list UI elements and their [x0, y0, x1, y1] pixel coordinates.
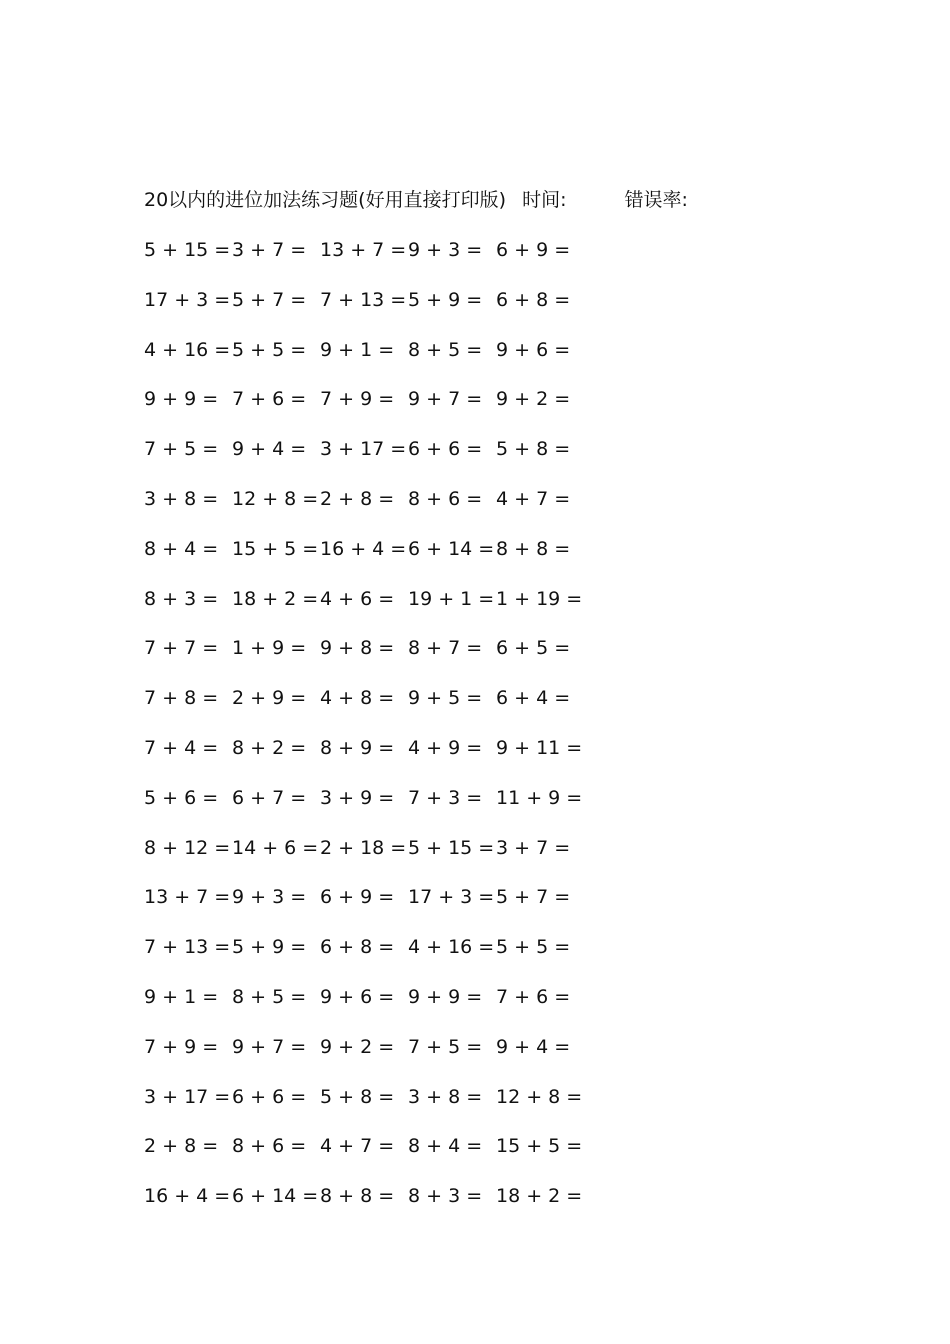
problem-row — [0, 982, 950, 1012]
problem-cell: 19 + 1 = — [408, 588, 495, 610]
problem-cell: 9 + 5 = — [408, 687, 483, 709]
problem-cell: 9 + 7 = — [408, 388, 483, 410]
problem-cell: 17 + 3 = — [408, 886, 495, 908]
problem-cell: 3 + 17 = — [320, 438, 407, 460]
problem-cell: 7 + 3 = — [408, 787, 483, 809]
problem-row — [0, 484, 950, 514]
problem-cell: 8 + 2 = — [232, 737, 307, 759]
error-rate-label: 错误率: — [624, 189, 688, 211]
problem-cell: 6 + 8 = — [320, 936, 395, 958]
problem-cell: 3 + 8 = — [144, 488, 219, 510]
problem-cell: 8 + 3 = — [408, 1185, 483, 1207]
problem-cell: 6 + 4 = — [496, 687, 571, 709]
problem-cell: 18 + 2 = — [232, 588, 319, 610]
problem-row — [0, 1131, 950, 1161]
problem-cell: 7 + 7 = — [144, 637, 219, 659]
problem-row — [0, 833, 950, 863]
problem-cell: 7 + 6 = — [232, 388, 307, 410]
problem-cell: 8 + 5 = — [408, 339, 483, 361]
problem-row — [0, 434, 950, 464]
problem-cell: 16 + 4 = — [320, 538, 407, 560]
problem-cell: 11 + 9 = — [496, 787, 583, 809]
problem-cell: 13 + 7 = — [144, 886, 231, 908]
problem-cell: 8 + 6 = — [232, 1135, 307, 1157]
problem-cell: 12 + 8 = — [496, 1086, 583, 1108]
problem-cell: 5 + 9 = — [232, 936, 307, 958]
problem-cell: 4 + 8 = — [320, 687, 395, 709]
problem-cell: 4 + 7 = — [496, 488, 571, 510]
problem-cell: 12 + 8 = — [232, 488, 319, 510]
problem-cell: 6 + 14 = — [232, 1185, 319, 1207]
problem-cell: 5 + 7 = — [232, 289, 307, 311]
problem-row — [0, 633, 950, 663]
problem-cell: 9 + 4 = — [232, 438, 307, 460]
problem-cell: 8 + 4 = — [408, 1135, 483, 1157]
problem-cell: 7 + 9 = — [144, 1036, 219, 1058]
problem-cell: 7 + 13 = — [320, 289, 407, 311]
problem-cell: 5 + 8 = — [496, 438, 571, 460]
problem-cell: 6 + 6 = — [408, 438, 483, 460]
problem-cell: 3 + 8 = — [408, 1086, 483, 1108]
time-label: 时间: — [522, 189, 567, 211]
problem-cell: 9 + 3 = — [408, 239, 483, 261]
problem-row — [0, 584, 950, 614]
problem-row — [0, 285, 950, 315]
problem-cell: 6 + 6 = — [232, 1086, 307, 1108]
problem-cell: 6 + 5 = — [496, 637, 571, 659]
problem-cell: 8 + 4 = — [144, 538, 219, 560]
problem-cell: 6 + 14 = — [408, 538, 495, 560]
problem-cell: 13 + 7 = — [320, 239, 407, 261]
problem-cell: 9 + 11 = — [496, 737, 583, 759]
problem-cell: 5 + 5 = — [232, 339, 307, 361]
problem-row — [0, 534, 950, 564]
problem-cell: 6 + 8 = — [496, 289, 571, 311]
problem-cell: 6 + 7 = — [232, 787, 307, 809]
problem-cell: 9 + 6 = — [496, 339, 571, 361]
problem-cell: 5 + 7 = — [496, 886, 571, 908]
problem-cell: 4 + 7 = — [320, 1135, 395, 1157]
problem-cell: 9 + 6 = — [320, 986, 395, 1008]
problem-cell: 6 + 9 = — [320, 886, 395, 908]
problem-cell: 9 + 9 = — [144, 388, 219, 410]
problem-cell: 9 + 9 = — [408, 986, 483, 1008]
problem-cell: 8 + 3 = — [144, 588, 219, 610]
problem-cell: 7 + 5 = — [408, 1036, 483, 1058]
problem-cell: 4 + 16 = — [144, 339, 231, 361]
problem-cell: 2 + 18 = — [320, 837, 407, 859]
problem-cell: 8 + 5 = — [232, 986, 307, 1008]
problem-cell: 2 + 9 = — [232, 687, 307, 709]
problem-cell: 1 + 19 = — [496, 588, 583, 610]
problem-cell: 3 + 9 = — [320, 787, 395, 809]
problem-cell: 2 + 8 = — [320, 488, 395, 510]
problem-cell: 7 + 5 = — [144, 438, 219, 460]
problem-cell: 18 + 2 = — [496, 1185, 583, 1207]
problem-cell: 5 + 15 = — [144, 239, 231, 261]
problem-row — [0, 783, 950, 813]
problem-cell: 8 + 12 = — [144, 837, 231, 859]
problem-cell: 14 + 6 = — [232, 837, 319, 859]
problem-cell: 1 + 9 = — [232, 637, 307, 659]
problem-cell: 9 + 2 = — [496, 388, 571, 410]
problem-row — [0, 882, 950, 912]
problem-cell: 9 + 3 = — [232, 886, 307, 908]
problem-cell: 2 + 8 = — [144, 1135, 219, 1157]
problem-cell: 17 + 3 = — [144, 289, 231, 311]
problem-cell: 4 + 6 = — [320, 588, 395, 610]
problem-cell: 9 + 4 = — [496, 1036, 571, 1058]
problem-cell: 9 + 1 = — [320, 339, 395, 361]
problem-cell: 15 + 5 = — [232, 538, 319, 560]
problem-row — [0, 1082, 950, 1112]
problem-row — [0, 335, 950, 365]
problem-cell: 7 + 13 = — [144, 936, 231, 958]
problem-cell: 4 + 16 = — [408, 936, 495, 958]
problem-cell: 9 + 1 = — [144, 986, 219, 1008]
problem-row — [0, 932, 950, 962]
problem-cell: 15 + 5 = — [496, 1135, 583, 1157]
problem-row — [0, 683, 950, 713]
problem-cell: 5 + 9 = — [408, 289, 483, 311]
problem-cell: 8 + 9 = — [320, 737, 395, 759]
problem-row — [0, 1181, 950, 1211]
problem-cell: 3 + 17 = — [144, 1086, 231, 1108]
problem-cell: 9 + 8 = — [320, 637, 395, 659]
problem-row — [0, 384, 950, 414]
worksheet-title: 20以内的进位加法练习题(好用直接打印版) — [144, 189, 507, 211]
problem-cell: 4 + 9 = — [408, 737, 483, 759]
problem-cell: 5 + 8 = — [320, 1086, 395, 1108]
problem-cell: 9 + 2 = — [320, 1036, 395, 1058]
problem-cell: 8 + 6 = — [408, 488, 483, 510]
problem-cell: 9 + 7 = — [232, 1036, 307, 1058]
problem-cell: 5 + 15 = — [408, 837, 495, 859]
problem-cell: 7 + 9 = — [320, 388, 395, 410]
problem-cell: 3 + 7 = — [496, 837, 571, 859]
problem-cell: 8 + 7 = — [408, 637, 483, 659]
problem-cell: 6 + 9 = — [496, 239, 571, 261]
problem-cell: 8 + 8 = — [496, 538, 571, 560]
problem-cell: 3 + 7 = — [232, 239, 307, 261]
problem-cell: 8 + 8 = — [320, 1185, 395, 1207]
problem-cell: 7 + 6 = — [496, 986, 571, 1008]
problem-cell: 7 + 8 = — [144, 687, 219, 709]
problem-row — [0, 733, 950, 763]
problem-cell: 7 + 4 = — [144, 737, 219, 759]
problem-row — [0, 1032, 950, 1062]
problem-cell: 16 + 4 = — [144, 1185, 231, 1207]
problem-cell: 5 + 6 = — [144, 787, 219, 809]
problem-row — [0, 235, 950, 265]
problem-cell: 5 + 5 = — [496, 936, 571, 958]
